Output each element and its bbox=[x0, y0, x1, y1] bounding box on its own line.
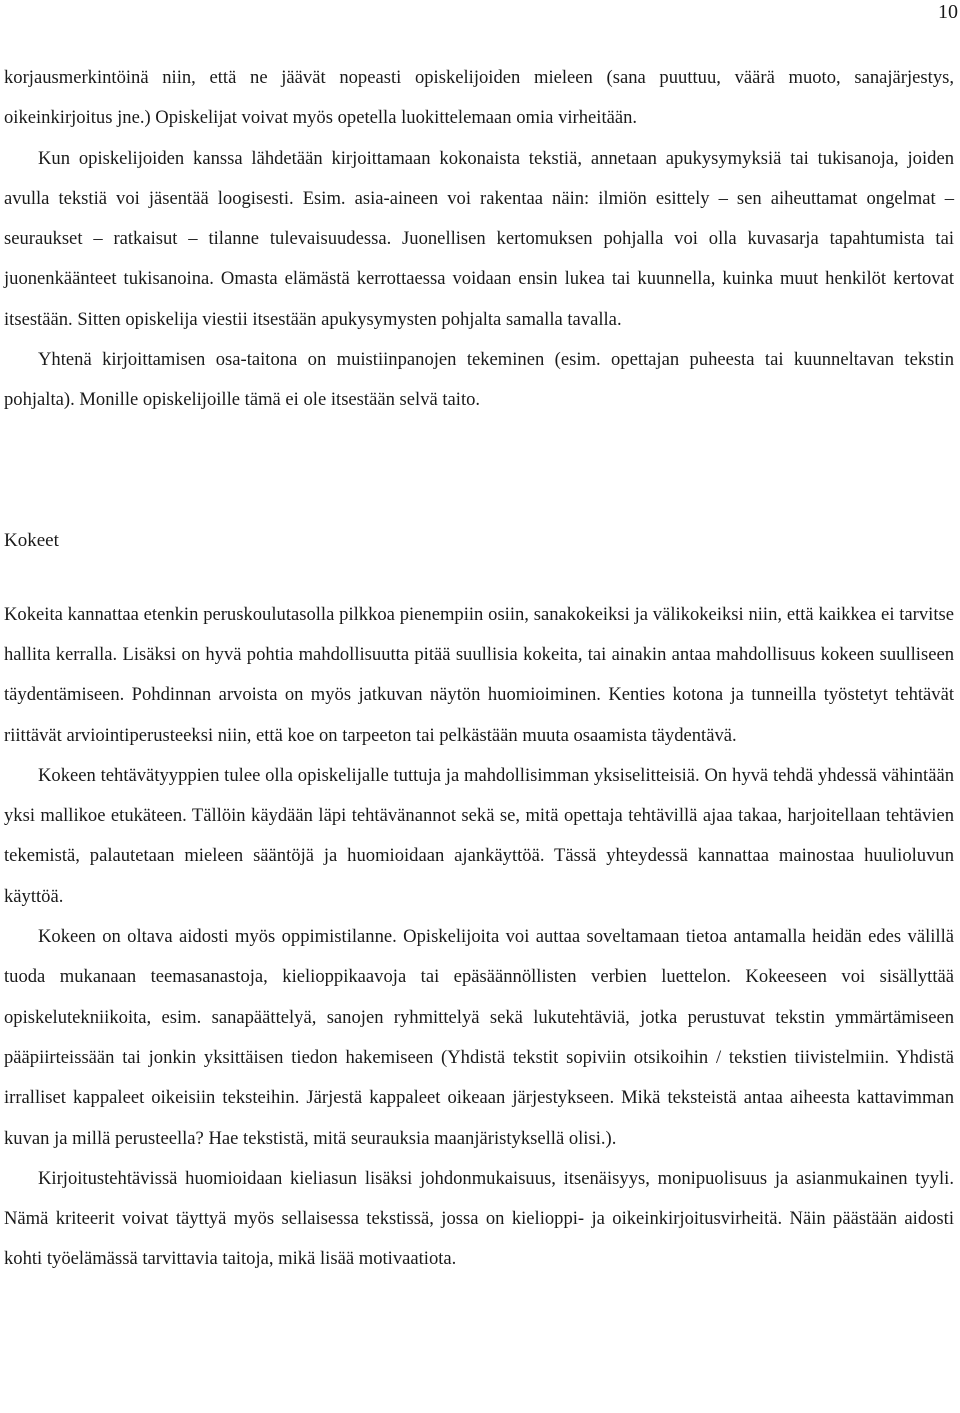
page-number: 10 bbox=[938, 1, 958, 23]
paragraph: Yhtenä kirjoittamisen osa-taitona on muistiinpanojen tekeminen (esim. opettajan puheesta tai kuunneltavan tekstin pohjalta). Monille opiskelijoille tämä ei ole itsestään selvä taito. bbox=[4, 349, 954, 411]
paragraph: Kokeita kannattaa etenkin peruskoulutasolla pilkkoa pienempiin osiin, sanakokeiksi ja välikokeiksi niin, että kaikkea ei tarvitse hallita kerralla. Lisäksi on hyvä pohtia mahdollisuutta pitää suullisia kokeita, tai ainakin antaa mahdollisuus kokeen suulliseen täydentämiseen. Pohdinnan arvoista on myös jatkuvan näytön huomioiminen. Kenties kotona ja tunneilla työstetyt tehtävät riittävät arviointiperusteeksi niin, että koe on tarpeeton tai pelkästään muuta osaamista täydentävä. bbox=[4, 603, 954, 746]
paragraph: Kun opiskelijoiden kanssa lähdetään kirjoittamaan kokonaista tekstiä, annetaan apukysymyksiä tai tukisanoja, joiden avulla tekstiä voi jäsentää loogisesti. Esim. asia-aineen voi rakentaa näin: ilmiön esittely – sen aiheuttamat ongelmat – seuraukset – ratkaisut – tilanne tulevaisuudessa. Juonellisen kertomuksen pohjalla voi olla kuvasarja tapahtumista tai juonenkäänteet tukisanoina. Omasta elämästä kerrottaessa voidaan ensin lukea tai kuunnella, kuinka muut henkilöt kertovat itsestään. Sitten opiskelija viestii itsestään apukysymysten pohjalta samalla tavalla. bbox=[4, 147, 954, 330]
section-heading: Kokeet bbox=[4, 529, 59, 551]
paragraph: korjausmerkintöinä niin, että ne jäävät nopeasti opiskelijoiden mieleen (sana puuttuu, väärä muoto, sanajärjestys, oikeinkirjoitus jne.) Opiskelijat voivat myös opetella luokittelemaan omia virheitään. bbox=[4, 67, 954, 129]
paragraph: Kokeen tehtävätyyppien tulee olla opiskelijalle tuttuja ja mahdollisimman yksiselitteisiä. On hyvä tehdä yhdessä vähintään yksi mallikoe etukäteen. Tällöin käydään läpi tehtävänannot sekä se, mitä opettaja tehtävillä ajaa takaa, harjoitellaan tehtävien tekemistä, palautetaan mieleen sääntöjä ja huomioidaan ajankäyttöä. Tässä yhteydessä kannattaa mainostaa huulioluvun käyttöä. bbox=[4, 764, 954, 907]
document-body bbox=[4, 58, 954, 1280]
paragraph: Kirjoitustehtävissä huomioidaan kieliasun lisäksi johdonmukaisuus, itsenäisyys, monipuolisuus ja asianmukainen tyyli. Nämä kriteerit voivat täyttyä myös sellaisessa tekstissä, jossa on kielioppi- ja oikeinkirjoitusvirheitä. Näin päästään aidosti kohti työelämässä tarvittavia taitoja, mikä lisää motivaatiota. bbox=[4, 1167, 954, 1270]
paragraph: Kokeen on oltava aidosti myös oppimistilanne. Opiskelijoita voi auttaa soveltamaan tietoa antamalla heidän edes välillä tuoda mukanaan teemasanastoja, kielioppikaavoja tai epäsäännöllisten verbien luettelon. Kokeeseen voi sisällyttää opiskelutekniikoita, esim. sanapäättelyä, sanojen ryhmittelyä sekä lukutehtäviä, jotka perustuvat tekstin ymmärtämiseen pääpiirteissään tai jonkin yksittäisen tiedon hakemiseen (Yhdistä tekstit sopiviin otsikoihin / tekstien tiivistelmiin. Yhdistä irralliset kappaleet oikeisiin teksteihin. Järjestä kappaleet oikeaan järjestykseen. Mikä teksteistä antaa aiheesta kattavimman kuvan ja millä perusteella? Hae tekstistä, mitä seurauksia maanjäristyksellä olisi.). bbox=[4, 926, 954, 1149]
